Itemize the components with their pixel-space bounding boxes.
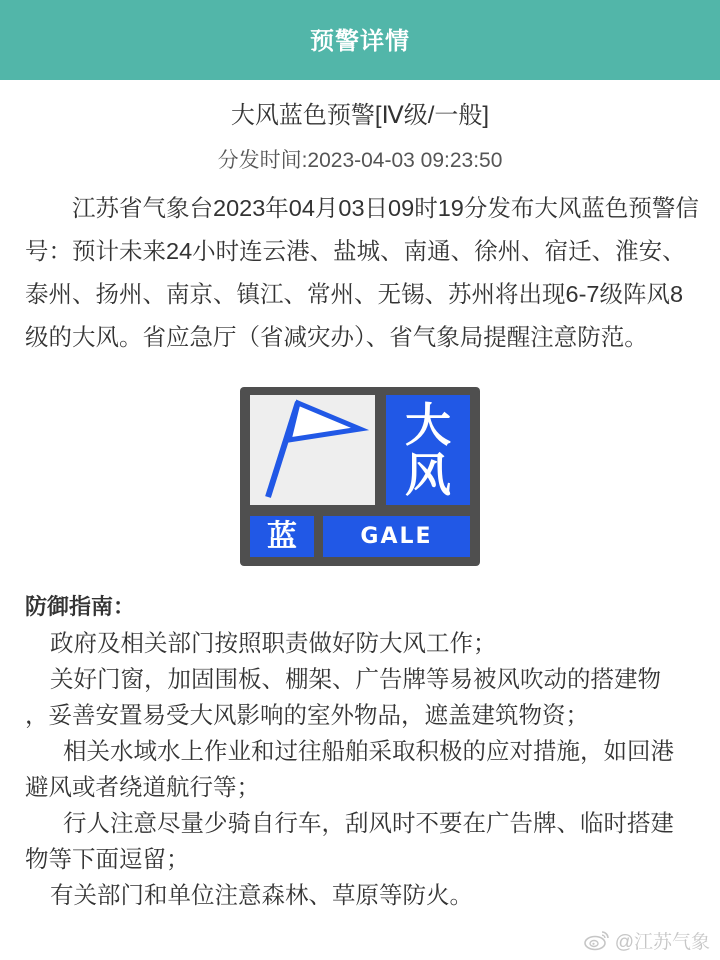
signal-char-bottom: 风 [405, 448, 451, 502]
description-line: 号：预计未来24小时连云港、盐城、南通、徐州、宿迁、淮安、 [25, 238, 686, 264]
signal-level-box: 蓝 [250, 516, 314, 557]
guide-line: 有关部门和单位注意森林、草原等防火。 [50, 882, 473, 908]
signal-name-box [386, 395, 470, 505]
watermark-text: @江苏气象 [614, 931, 710, 953]
signal-english-box: GALE [323, 516, 470, 557]
signal-char-top: 大 [405, 398, 451, 452]
issue-time: 分发时间:2023-04-03 09:23:50 [217, 149, 503, 172]
warning-signal-icon [240, 387, 480, 566]
defense-guide [25, 589, 705, 913]
description-line: 泰州、扬州、南京、镇江、常州、无锡、苏州将出现6-7级阵风8 [25, 281, 684, 307]
description-line: 江苏省气象台2023年04月03日09时19分发布大风蓝色预警信 [72, 195, 699, 221]
page-title: 预警详情 [310, 28, 410, 55]
guide-heading: 防御指南： [25, 594, 136, 619]
weibo-logo-icon [583, 929, 611, 951]
flag-pole [268, 402, 298, 497]
top-bar [0, 0, 720, 80]
wind-flag-panel [250, 395, 375, 505]
guide-line: 相关水域水上作业和过往船舶采取积极的应对措施，如回港 [63, 738, 674, 764]
guide-line: 关好门窗，加固围板、棚架、广告牌等易被风吹动的搭建物 [50, 666, 661, 692]
guide-line: 行人注意尽量少骑自行车，刮风时不要在广告牌、临时搭建 [63, 810, 674, 836]
warning-title: 大风蓝色预警[Ⅳ级/一般] [230, 102, 490, 129]
wind-flag-icon [250, 395, 375, 505]
guide-line: 政府及相关部门按照职责做好防大风工作； [50, 630, 497, 656]
watermark [583, 925, 710, 955]
description-line: 级的大风。省应急厅（省减灾办）、省气象局提醒注意防范。 [25, 324, 648, 350]
guide-line: 物等下面逗留； [25, 846, 190, 872]
guide-line: 避风或者绕道航行等； [25, 774, 260, 800]
warning-description [25, 187, 705, 359]
flag-pennant [289, 403, 360, 440]
guide-line: ，妥善安置易受大风影响的室外物品，遮盖建筑物资； [25, 702, 589, 728]
